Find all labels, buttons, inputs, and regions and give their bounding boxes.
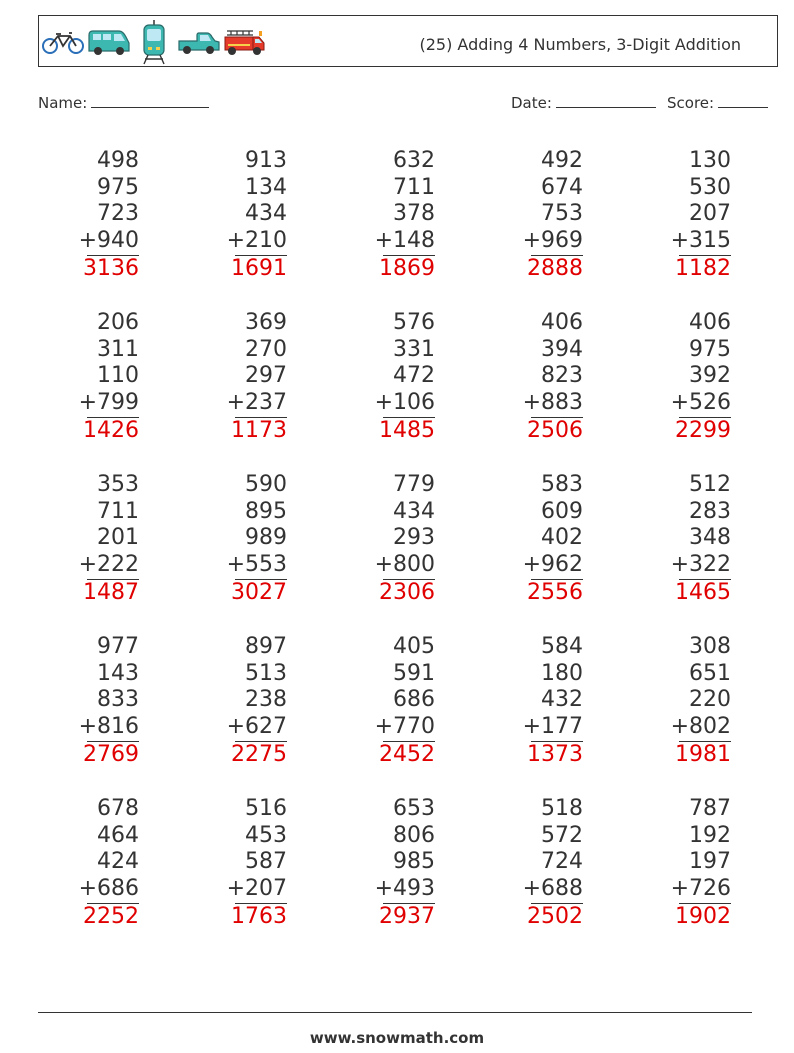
answer: 2299 [675,418,731,443]
addend: 207 [689,201,731,227]
addend: 518 [541,796,583,821]
addend: 895 [245,498,287,524]
addend: 632 [393,148,435,173]
addend: 516 [245,796,287,821]
addend: 392 [689,363,731,389]
addend: 977 [97,634,139,659]
addition-problem [177,633,287,783]
addend: 406 [689,310,731,335]
addend: 143 [97,660,139,686]
addend: 472 [393,363,435,389]
addition-problem [325,147,435,297]
name-field [38,93,209,112]
date-field [511,93,656,112]
answer: 2252 [83,904,139,929]
addend: 394 [541,336,583,362]
addition-problem [621,795,731,945]
last-addend: +686 [78,876,139,902]
addend: 130 [689,148,731,173]
addition-problem [473,147,583,297]
addend: 405 [393,634,435,659]
last-addend: +969 [522,228,583,254]
addend: 311 [97,336,139,362]
addend: 779 [393,472,435,497]
addend: 572 [541,822,583,848]
last-addend: +177 [522,714,583,740]
answer: 2769 [83,742,139,767]
addition-problem [473,309,583,459]
addend: 686 [393,687,435,713]
answer: 1426 [83,418,139,443]
answer: 2506 [527,418,583,443]
last-addend: +816 [78,714,139,740]
last-addend: +210 [226,228,287,254]
tram-icon [141,19,167,65]
addend: 975 [97,174,139,200]
addend: 512 [689,472,731,497]
answer: 1691 [231,256,287,281]
addend: 723 [97,201,139,227]
footer-site: www.snowmath.com [309,1029,485,1047]
addend: 206 [97,310,139,335]
addition-problem [621,309,731,459]
answer: 2452 [379,742,435,767]
score-blank[interactable] [718,93,768,108]
name-label: Name: [38,94,88,112]
addend: 369 [245,310,287,335]
last-addend: +315 [670,228,731,254]
addition-problem [473,795,583,945]
addend: 513 [245,660,287,686]
worksheet-header [38,15,778,67]
last-addend: +962 [522,552,583,578]
addition-problem [177,471,287,621]
addition-problem [473,471,583,621]
addend: 434 [245,201,287,227]
addend: 424 [97,849,139,875]
addend: 711 [97,498,139,524]
addition-problem [29,471,139,621]
last-addend: +148 [374,228,435,254]
score-label: Score: [667,94,715,112]
addend: 406 [541,310,583,335]
addend: 753 [541,201,583,227]
addend: 609 [541,498,583,524]
answer: 1465 [675,580,731,605]
addend: 711 [393,174,435,200]
addend: 674 [541,174,583,200]
addend: 584 [541,634,583,659]
addend: 238 [245,687,287,713]
answer: 1485 [379,418,435,443]
last-addend: +493 [374,876,435,902]
bicycle-icon [41,31,85,55]
addend: 110 [97,363,139,389]
answer: 1763 [231,904,287,929]
addition-problem [621,471,731,621]
addend: 353 [97,472,139,497]
last-addend: +237 [226,390,287,416]
addend: 434 [393,498,435,524]
answer: 3027 [231,580,287,605]
last-addend: +770 [374,714,435,740]
addition-problem [325,309,435,459]
addend: 590 [245,472,287,497]
worksheet-title: (25) Adding 4 Numbers, 3-Digit Addition [419,35,741,54]
pickup-truck-icon [177,31,221,57]
last-addend: +106 [374,390,435,416]
last-addend: +940 [78,228,139,254]
footer-divider [38,1012,752,1013]
addend: 293 [393,525,435,551]
addend: 975 [689,336,731,362]
addition-problem [177,309,287,459]
last-addend: +222 [78,552,139,578]
answer: 2888 [527,256,583,281]
answer: 2306 [379,580,435,605]
addend: 348 [689,525,731,551]
last-addend: +800 [374,552,435,578]
last-addend: +627 [226,714,287,740]
answer: 2556 [527,580,583,605]
addend: 897 [245,634,287,659]
addend: 653 [393,796,435,821]
addend: 498 [97,148,139,173]
answer: 1373 [527,742,583,767]
answer: 1902 [675,904,731,929]
addition-problem [325,633,435,783]
fire-truck-icon [223,27,267,57]
answer: 1981 [675,742,731,767]
last-addend: +802 [670,714,731,740]
addend: 453 [245,822,287,848]
addend: 492 [541,148,583,173]
addend: 833 [97,687,139,713]
addition-problem [29,795,139,945]
last-addend: +799 [78,390,139,416]
addend: 989 [245,525,287,551]
addition-problem [29,309,139,459]
addend: 913 [245,148,287,173]
date-label: Date: [511,94,552,112]
addend: 823 [541,363,583,389]
addend: 134 [245,174,287,200]
addend: 985 [393,849,435,875]
addend: 724 [541,849,583,875]
addend: 402 [541,525,583,551]
addend: 378 [393,201,435,227]
addend: 787 [689,796,731,821]
last-addend: +688 [522,876,583,902]
vehicle-icons [41,19,271,65]
addition-problem [621,633,731,783]
addend: 576 [393,310,435,335]
last-addend: +207 [226,876,287,902]
last-addend: +553 [226,552,287,578]
addition-problem [177,795,287,945]
last-addend: +883 [522,390,583,416]
addend: 331 [393,336,435,362]
answer: 2275 [231,742,287,767]
addend: 678 [97,796,139,821]
addend: 651 [689,660,731,686]
score-field [667,93,768,112]
addend: 583 [541,472,583,497]
addend: 587 [245,849,287,875]
answer: 2502 [527,904,583,929]
addend: 283 [689,498,731,524]
addend: 308 [689,634,731,659]
name-blank[interactable] [91,93,209,108]
addend: 180 [541,660,583,686]
van-icon [87,29,131,57]
addition-problem [29,633,139,783]
answer: 1487 [83,580,139,605]
addition-problem [325,795,435,945]
answer: 2937 [379,904,435,929]
last-addend: +726 [670,876,731,902]
addition-problem [177,147,287,297]
addition-problem [29,147,139,297]
addend: 197 [689,849,731,875]
addend: 464 [97,822,139,848]
answer: 3136 [83,256,139,281]
addition-problem [325,471,435,621]
addend: 201 [97,525,139,551]
addend: 591 [393,660,435,686]
addend: 220 [689,687,731,713]
last-addend: +526 [670,390,731,416]
addend: 806 [393,822,435,848]
addition-problem [621,147,731,297]
addend: 297 [245,363,287,389]
addend: 192 [689,822,731,848]
last-addend: +322 [670,552,731,578]
addend: 270 [245,336,287,362]
answer: 1869 [379,256,435,281]
addend: 432 [541,687,583,713]
addend: 530 [689,174,731,200]
answer: 1173 [231,418,287,443]
date-blank[interactable] [556,93,656,108]
answer: 1182 [675,256,731,281]
addition-problem [473,633,583,783]
